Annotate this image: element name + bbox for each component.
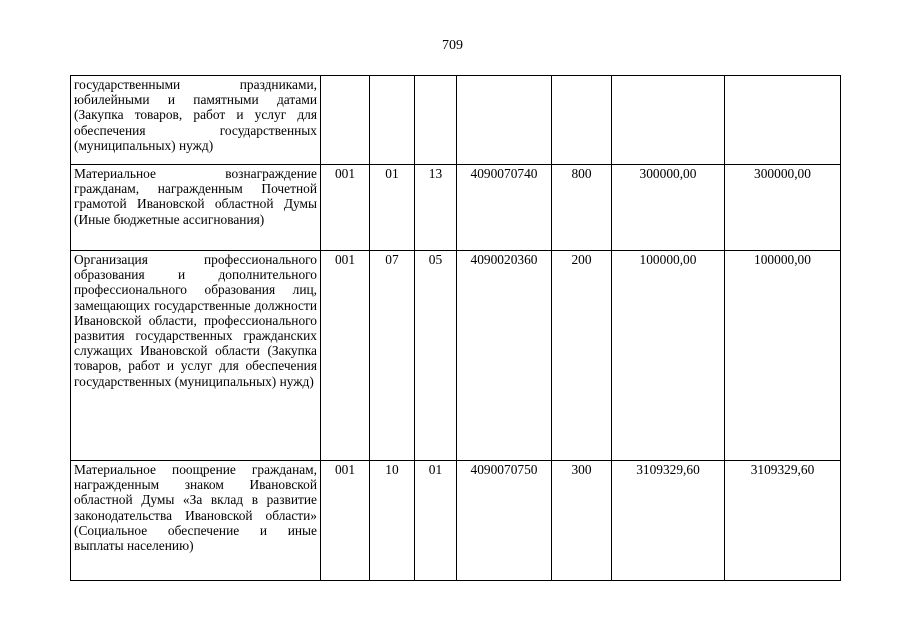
table-row [71, 461, 841, 581]
amount-year-2 [725, 76, 841, 165]
section-code [370, 76, 415, 165]
table-row [71, 76, 841, 165]
table-row [71, 165, 841, 251]
ministry-code [321, 76, 370, 165]
target-article-code: 4090070740 [457, 165, 552, 251]
row-description: Материальное поощрение гражданам, награжденным знаком Ивановской областной Думы «За вклад в развитие законодательства Ивановской области» (Социальное обеспечение и иные выплаты населению) [71, 461, 321, 581]
amount-year-2: 300000,00 [725, 165, 841, 251]
ministry-code: 001 [321, 165, 370, 251]
amount-year-2: 3109329,60 [725, 461, 841, 581]
page-number: 709 [442, 38, 463, 53]
table-row [71, 251, 841, 461]
amount-year-1: 100000,00 [612, 251, 725, 461]
ministry-code: 001 [321, 461, 370, 581]
amount-year-1: 300000,00 [612, 165, 725, 251]
expense-type-code: 200 [552, 251, 612, 461]
target-article-code: 4090020360 [457, 251, 552, 461]
subsection-code: 05 [415, 251, 457, 461]
target-article-code: 4090070750 [457, 461, 552, 581]
expense-type-code [552, 76, 612, 165]
row-description: Организация профессионального образования и дополнительного профессионального образования лиц, замещающих государственные должности Ивановской области, профессионального развития государственных гражданских служащих Ивановской области (Закупка товаров, работ и услуг для обеспечения государственных (муниципальных) нужд) [71, 251, 321, 461]
ministry-code: 001 [321, 251, 370, 461]
expense-type-code: 800 [552, 165, 612, 251]
amount-year-1 [612, 76, 725, 165]
row-description: государственными праздниками, юбилейными и памятными датами (Закупка товаров, работ и услуг для обеспечения государственных (муниципальных) нужд) [71, 76, 321, 165]
amount-year-1: 3109329,60 [612, 461, 725, 581]
section-code: 01 [370, 165, 415, 251]
row-description: Материальное вознаграждение гражданам, награжденным Почетной грамотой Ивановской областной Думы (Иные бюджетные ассигнования) [71, 165, 321, 251]
expense-type-code: 300 [552, 461, 612, 581]
budget-table [70, 75, 841, 581]
section-code: 07 [370, 251, 415, 461]
subsection-code: 01 [415, 461, 457, 581]
subsection-code [415, 76, 457, 165]
target-article-code [457, 76, 552, 165]
amount-year-2: 100000,00 [725, 251, 841, 461]
section-code: 10 [370, 461, 415, 581]
subsection-code: 13 [415, 165, 457, 251]
